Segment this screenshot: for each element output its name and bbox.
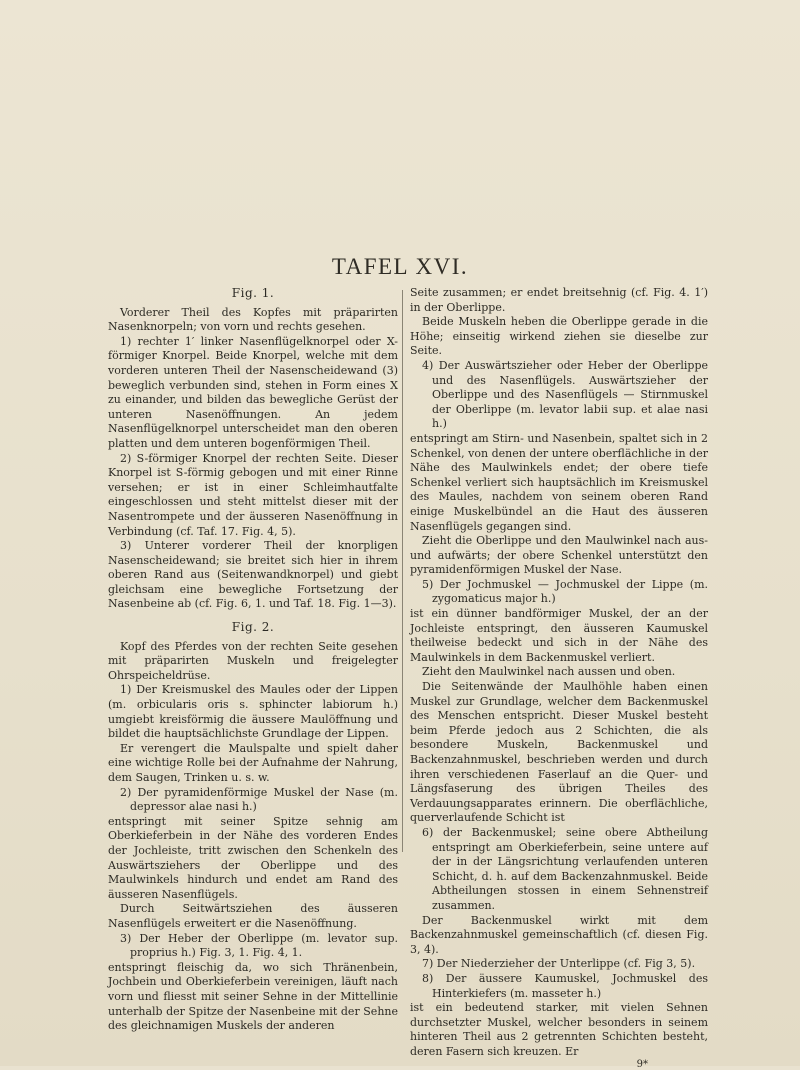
- column-divider: [402, 290, 403, 852]
- page-title: TAFEL XVI.: [331, 254, 469, 279]
- item-8-body: ist ein bedeutend starker, mit vielen Sehnen durchsetzter Muskel, welcher besonders in seinem hinteren Theil aus 2 getrennten Schichten besteht, deren Fasern sich kreuzen. Er: [410, 1001, 708, 1058]
- item-5-function: Zieht den Maulwinkel nach aussen und oben.: [422, 665, 676, 679]
- left-column: [108, 286, 398, 1034]
- item-4-function: Zieht die Oberlippe und den Maulwinkel nach aus- und aufwärts; der obere Schenkel unterstützt den pyramidenförmigen Muskel der Nase.: [410, 534, 708, 577]
- item-6: 6) der Backenmuskel; seine obere Abtheilung entspringt am Oberkieferbein, seine untere auf der in der Längsrichtung verlaufenden unteren Schicht, d. h. auf dem Backenzahnmuskel. Beide Abtheilungen stossen in einem Sehnenstreif zusammen.: [422, 825, 708, 912]
- action-paragraph: Beide Muskeln heben die Oberlippe gerade in die Höhe; einseitig wirkend ziehen sie dieselbe zur Seite.: [410, 315, 708, 358]
- fig2-heading: Fig. 2.: [231, 620, 275, 635]
- cheek-muscle-paragraph: Die Seitenwände der Maulhöhle haben einen Muskel zur Grundlage, welcher dem Backenmuskel des Menschen entspricht. Dieser Muskel besteht beim Pferde jedoch aus 2 Schichten, die als besondere Muskeln, Backenmuskel und Backenzahnmuskel, beschrieben werden und durch ihren verschiedenen Faserlauf an die Quer- und Längsfaserung des übrigen Theiles des Verdauungsapparates erinnern. Die oberflächliche, querverlaufende Schicht ist: [410, 680, 708, 825]
- item-8-heading: 8) Der äussere Kaumuskel, Jochmuskel des Hinterkiefers (m. masseter h.): [422, 971, 708, 1000]
- continued-paragraph: Seite zusammen; er endet breitsehnig (cf. Fig. 4. 1′) in der Oberlippe.: [410, 286, 708, 314]
- fig2-item-3-heading: 3) Der Heber der Oberlippe (m. levator sup. proprius h.) Fig. 3, 1. Fig. 4, 1.: [120, 931, 398, 960]
- fig2-item-1: 1) Der Kreismuskel des Maules oder der Lippen (m. orbicularis oris s. sphincter labiorum h.) umgiebt kreisförmig die äussere Maulöffnung und bildet die hauptsächlichste Grundlage der Lippen.: [108, 683, 398, 741]
- item-4-heading: 4) Der Auswärtszieher oder Heber der Oberlippe und des Nasenflügels. Auswärtszieher der Oberlippe und des Nasenflügels — Stirnmuskel der Oberlippe (m. levator labii sup. et alae nasi h.): [422, 358, 708, 431]
- fig2-item-1-function: Er verengert die Maulspalte und spielt daher eine wichtige Rolle bei der Aufnahme der Nahrung, dem Saugen, Trinken u. s. w.: [108, 741, 398, 784]
- fig2-item-3-body: entspringt fleischig da, wo sich Thränenbein, Jochbein und Oberkieferbein vereinigen, läuft nach vorn und fliesst mit seiner Sehne in der Mittellinie unterhalb der Spitze der Nasenbeine mit der Sehne des gleichnamigen Muskels der anderen: [108, 960, 398, 1033]
- item-4-body: entspringt am Stirn- und Nasenbein, spaltet sich in 2 Schenkel, von denen der untere oberflächliche in der Nähe des Maulwinkels endet; der obere tiefe Schenkel verliert sich hauptsächlich im Kreismuskel des Maules, nachdem von seinem oberen Rand einige Muskelbündel an die Haut des äusseren Nasenflügels gegangen sind.: [410, 431, 708, 533]
- page-number: 9*: [636, 1059, 648, 1070]
- fig1-caption: Vorderer Theil des Kopfes mit präparirten Nasenknorpeln; von vorn und rechts gesehen.: [108, 305, 398, 334]
- item-5-body: ist ein dünner bandförmiger Muskel, der an der Jochleiste entspringt, den äusseren Kaumuskel theilweise bedeckt und sich in der Nähe des Maulwinkels in dem Backenmuskel verliert.: [410, 607, 708, 664]
- fig2-item-2-heading: 2) Der pyramidenförmige Muskel der Nase (m. depressor alae nasi h.): [120, 785, 398, 814]
- item-7: 7) Der Niederzieher der Unterlippe (cf. Fig 3, 5).: [422, 957, 696, 971]
- fig1-item-1: 1) rechter 1′ linker Nasenflügelknorpel oder X-förmiger Knorpel. Beide Knorpel, welche mit dem vorderen unteren Theil der Nasenscheidewand (3) beweglich verbunden sind, stehen in Form eines X zu einander, und bilden das bewegliche Gerüst der unteren Nasenöffnungen. An jedem Nasenflügelknorpel unterscheidet man den oberen platten und dem unteren bogenförmigen Theil.: [108, 334, 398, 450]
- item-5-heading: 5) Der Jochmuskel — Jochmuskel der Lippe (m. zygomaticus major h.): [422, 577, 708, 606]
- fig1-item-3: 3) Unterer vorderer Theil der knorpligen Nasenscheidewand; sie breitet sich hier in ihrem oberen Rand aus (Seitenwandknorpel) und giebt gleichsam eine bewegliche Fortsetzung der Nasenbeine ab (cf. Fig. 6, 1. und Taf. 18. Fig. 1—3).: [108, 539, 398, 611]
- item-6-function: Der Backenmuskel wirkt mit dem Backenzahnmuskel gemeinschaftlich (cf. diesen Fig. 3, 4).: [410, 913, 708, 956]
- fig2-item-2-function: Durch Seitwärtsziehen des äusseren Nasenflügels erweitert er die Nasenöffnung.: [108, 902, 398, 930]
- right-column: [410, 286, 708, 1070]
- fig1-item-2: 2) S-förmiger Knorpel der rechten Seite. Dieser Knorpel ist S-förmig gebogen und mit einer Rinne versehen; er ist in einer Schleimhautfalte eingeschlossen und steht mittelst dieser mit der Nasentrompete und der äusseren Nasenöffnung in Verbindung (cf. Taf. 17. Fig. 4, 5).: [108, 451, 398, 538]
- fig1-heading: Fig. 1.: [231, 286, 275, 300]
- fig2-caption: Kopf des Pferdes von der rechten Seite gesehen mit präparirten Muskeln und freigelegter Ohrspeicheldrüse.: [108, 639, 398, 682]
- fig2-item-2-body: entspringt mit seiner Spitze sehnig am Oberkieferbein in der Nähe des vorderen Endes der Jochleiste, tritt zwischen den Schenkeln des Auswärtsziehers der Oberlippe und des Maulwinkels hindurch und endet am Rand des äusseren Nasenflügels.: [108, 814, 398, 901]
